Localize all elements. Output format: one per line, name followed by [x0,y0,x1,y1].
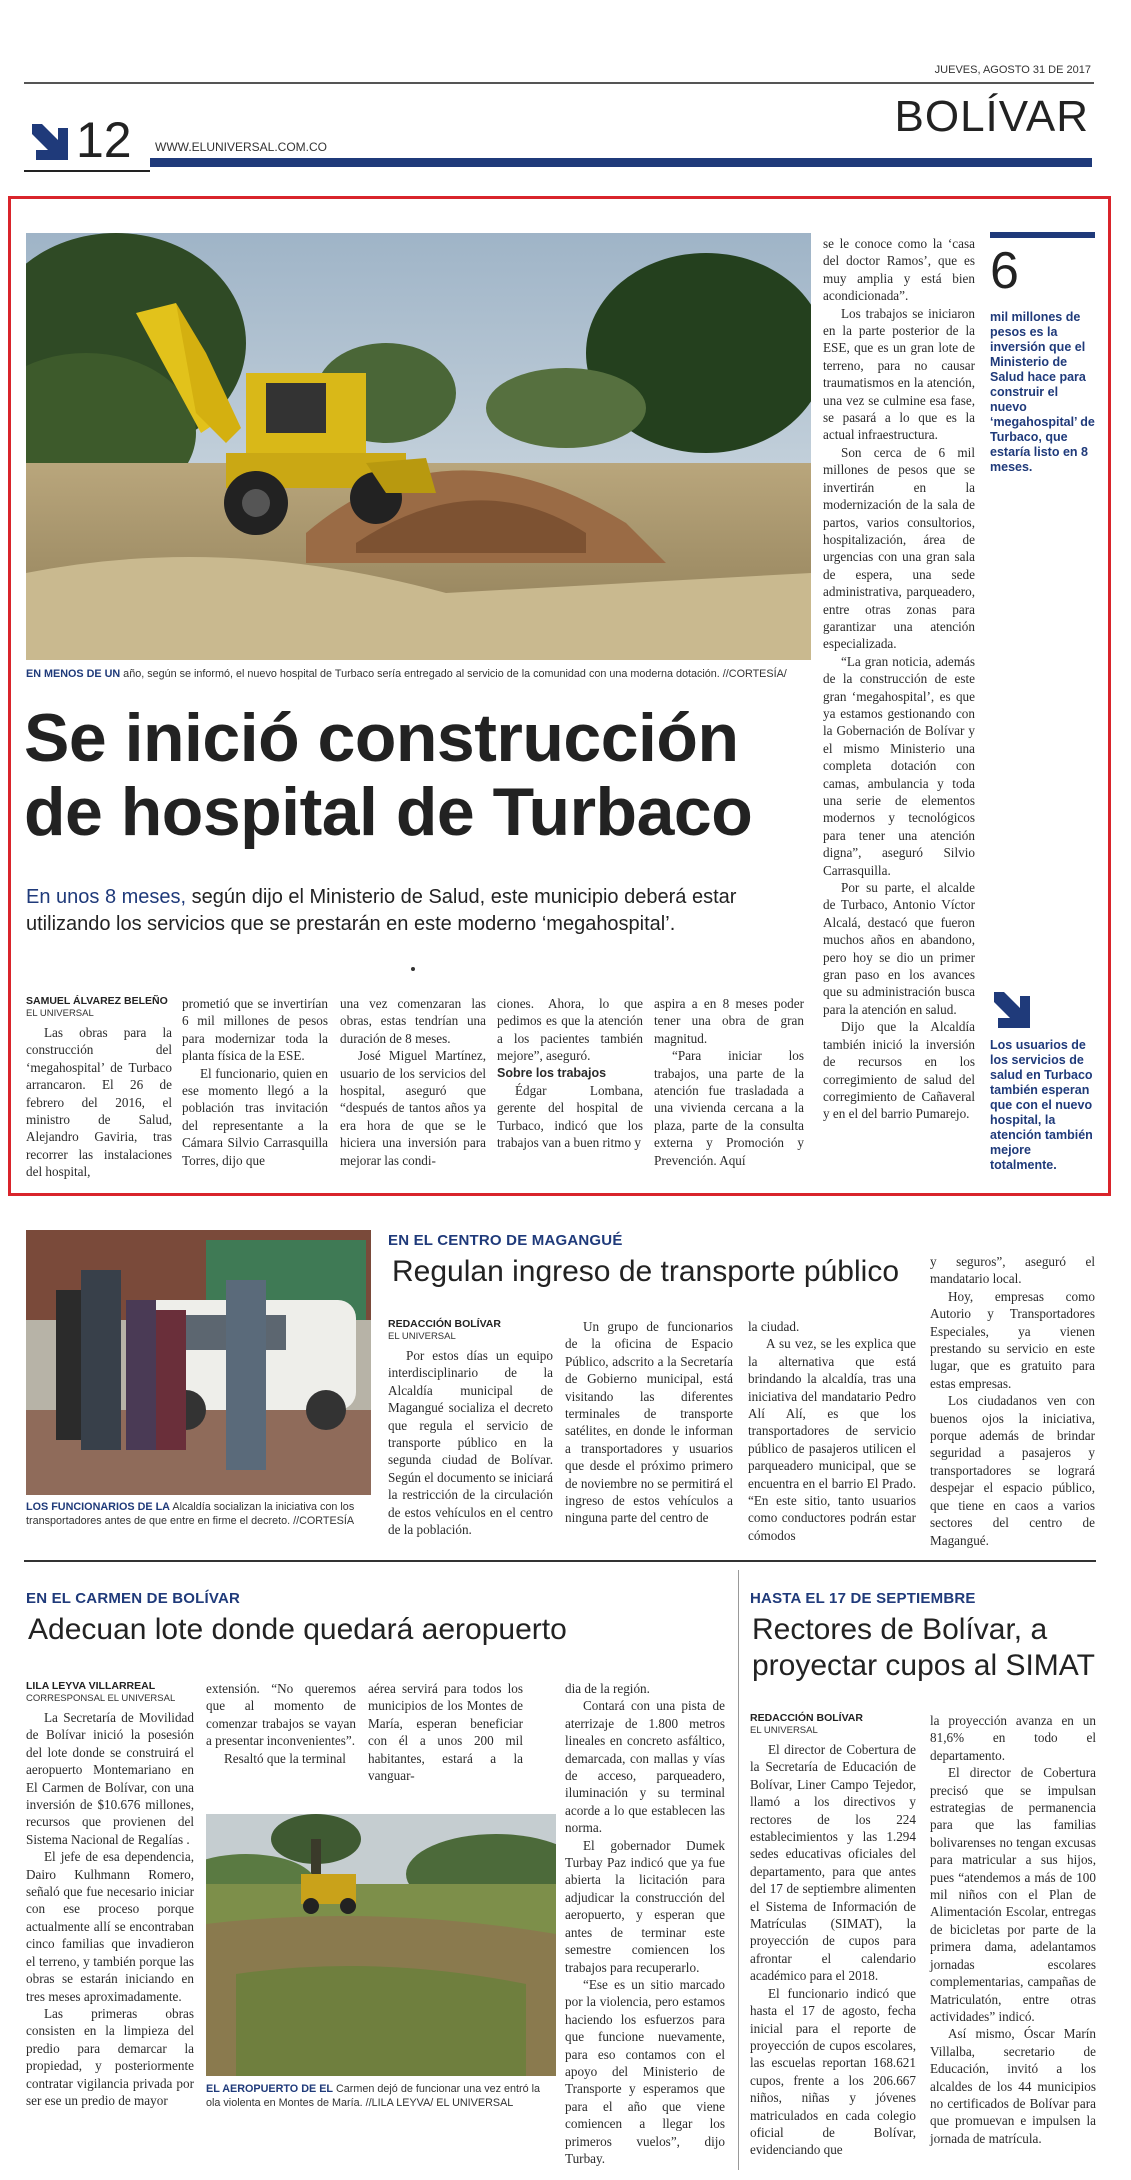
main-photo-caption-text: año, según se informó, el nuevo hospital de Turbaco sería entregado al servicio de la comunidad con una moderna dotación. //CORTESÍA/ [120,668,787,680]
main-col-6e: Por su parte, el alcalde de Turbaco, Antonio Víctor Alcalá, destacó que fueron muchos años en abandono, pero hoy se dio un primer gran paso en los avances que su administración busca para la atención en salud. [823,880,975,1017]
carmen-col-2 [206,1680,356,1767]
carmen-kicker: EN EL CARMEN DE BOLÍVAR [26,1590,241,1607]
carmen-col-2a: extensión. “No queremos que al momento de comenzar trabajos se vayan a presentar inconvenientes”. [206,1681,356,1749]
magangue-col-3 [748,1318,916,1544]
simat-byline: REDACCIÓN BOLÍVAR [750,1712,863,1724]
magangue-col-4b: Hoy, empresas como Autorio y Transportadores Especiales, ya vienen prestando su servicio en este lugar, que es gratuito para estas empresas. [930,1288,1095,1391]
lower-divider [24,1560,1096,1562]
magangue-headline: Regulan ingreso de transporte público [392,1255,899,1288]
page-date: JUEVES, AGOSTO 31 DE 2017 [934,64,1091,76]
main-col-3b: José Miguel Martínez, usuario de los servicios del hospital, aseguró que “después de tantos años ya era hora de que se le hiciera una inversión para mejorar las condi- [340,1048,486,1168]
simat-col-2c: Así mismo, Óscar Marín Villalba, secretario de Educación, invitó a los alcaldes de los 44 municipios no certificados de Bolívar para que promuevan e impulsen la jornada de matrícula. [930,2026,1096,2146]
sidebar-arrow-text: Los usuarios de los servicios de salud en Turbaco también esperan que con el nuevo hospital, la atención también mejore totalmente. [990,1038,1093,1172]
main-col-4 [497,995,643,1152]
magangue-col-3b: A su vez, se les explica que la alternativa que está brindando la alcaldía, tras una iniciativa del mandatario Pedro Alí Alí, es que los transportadores de servicio público de pasajeros utilicen el parqueadero municipal, que se encuentra en el barrio El Prado. “En este sitio, tanto usuarios como conductores podrán estar cómodos [748,1336,916,1543]
main-byline-org: EL UNIVERSAL [26,1008,94,1019]
simat-col-2 [930,1712,1096,2147]
carmen-col-4d: “Ese es un sitio marcado por la violencia, pero estamos haciendo los esfuerzos para que funcione nuevamente, para eso contamos con el apoyo del Ministerio de Transporte y esperamos que para el año que viene comiencen a llegar los primeros vuelos”, dijo Turbay. [565,1976,725,2166]
main-subhead: Sobre los trabajos [497,1065,607,1080]
arrow-icon [28,120,72,164]
simat-col-1 [750,1712,916,2159]
main-col-1 [26,995,172,1181]
carmen-col-1 [26,1680,194,2109]
main-col-2b: El funcionario, quien en ese momento llegó a la población tras invitación del representante a la Cámara Silvio Carrasquilla Torres, dijo que [182,1065,328,1168]
magangue-col-2-text: Un grupo de funcionarios de la oficina de Espacio Público, adscrito a la Secretaría de Gobierno municipal, está visitando las diferentes terminales de transporte satélites, en donde le informan a transportadores y usuarios que desde el próximo primero de noviembre no se permitirá el ingreso de estos vehículos a ninguna parte del centro de [565,1319,733,1526]
section-title: BOLÍVAR [894,92,1089,141]
stat-top-rule [990,232,1095,238]
main-col-2 [182,995,328,1169]
carmen-byline-org: CORRESPONSAL EL UNIVERSAL [26,1693,176,1704]
simat-headline-line1: Rectores de Bolívar, a [752,1613,1048,1646]
carmen-col-1a: La Secretaría de Movilidad de Bolívar inició la posesión del lote donde se construirá el aeropuerto Montemariano en El Carmen de Bolívar, con una inversión de $10.676 millones, recursos que provienen del Sistema Nacional de Regalías . [26,1710,194,1847]
main-photo-caption [26,667,816,681]
carmen-col-4b: Contará con una pista de aterrizaje de 1.800 metros lineales en concreto asfáltico, demarcada, con mallas y vías de acceso, parqueadero, iluminación y su terminal acorde a lo que establecen las norma. [565,1698,725,1836]
construction-photo [26,233,811,660]
magangue-byline-org: EL UNIVERSAL [388,1331,456,1342]
carmen-headline: Adecuan lote donde quedará aeropuerto [28,1613,567,1646]
lower-column-divider [738,1570,739,2170]
carmen-col-3-text: aérea servirá para todos los municipios de los Montes de María, esperan beneficiar con él a unos 200 mil habitantes, estará a la vanguar- [368,1681,523,1784]
magangue-byline: REDACCIÓN BOLÍVAR [388,1318,501,1330]
carmen-col-1b: El jefe de esa dependencia, Dairo Kulhmann Romero, señaló que fue necesario iniciar con ese proceso porque actualmente allí se encontraban cinco familias que invadieron el terreno, y también porque las obras se estarán iniciando en tres meses aproximadamente. [26,1849,194,2004]
page-number: 12 [76,112,132,168]
carmen-col-4c: El gobernador Dumek Turbay Paz indicó que ya fue abierta la licitación para adjudicar la construcción del aeropuerto, y esperan que antes de terminar este semestre comiencen los trabajos para recuperarlo. [565,1837,725,1975]
simat-byline-org: EL UNIVERSAL [750,1725,818,1736]
header-rule-blue [150,158,1092,167]
stat-number: 6 [990,242,1019,300]
airport-photo-caption-text: Carmen dejó de funcionar una vez entró la ola violenta en Montes de María. //LILA LEYVA/ EL UNIVERSAL [206,2083,541,2109]
magangue-col-1 [388,1318,553,1538]
carmen-col-2b: Resaltó que la terminal [224,1750,346,1766]
simat-col-1a: El director de Cobertura de la Secretaría de Educación de Bolívar, Liner Campo Tejedor, llamó a los directivos y rectores de los 224 establecimientos y las 1.294 sedes educativas oficiales del departamento, para que antes del 17 de septiembre alimenten el Sistema de Información de Matrículas (SIMAT), la proyección de cupos para afrontar el calendario académico para el 2018. [750,1742,916,1984]
magangue-col-1-text: Por estos días un equipo interdisciplinario de la Alcaldía municipal de Magangué socializa el decreto que regula el servicio de transporte público en la segunda ciudad de Bolívar. Según el documento se iniciará la restricción de la circulación de estos vehículos en el centro de la población. [388,1348,553,1538]
main-photo-caption-lead: EN MENOS DE UN [26,668,121,680]
magangue-col-4c: Los ciudadanos ven con buenos ojos la iniciativa, porque además de brindar seguridad a pasajeros y transportadores se logrará despejar el espacio público, que tiene en caos a varios sectores del centro de Magangué. [930,1393,1095,1548]
airport-photo-caption [206,2082,556,2110]
main-col-5b: “Para iniciar los trabajos, una parte de la atención fue trasladada a una vivienda cercana a la plaza, parte de la consulta externa y Promoción y Prevención. Aquí [654,1048,804,1168]
main-col-6c: Son cerca de 6 mil millones de pesos que se invertirán en la modernización de la sala de partos, varios consultorios, hospitalización, área de urgencias con una gran sala de espera, una sede administrativa, parqueadero, entre otras zonas para garantizar una atención especializada. [823,444,975,652]
main-headline-line1: Se inició construcción [24,700,739,776]
main-col-5 [654,995,804,1169]
main-col-5a: aspira a en 8 meses poder tener una obra de gran magnitud. [654,996,804,1046]
main-deck-dot [411,967,415,971]
magangue-photo-caption [26,1500,371,1528]
magangue-kicker: EN EL CENTRO DE MAGANGUÉ [388,1232,623,1249]
main-col-6a: se le conoce como la ‘casa del doctor Ramos’, que es muy amplia y está bien acondicionada”. [823,236,975,304]
magangue-col-2 [565,1318,733,1527]
carmen-byline: LILA LEYVA VILLARREAL [26,1680,156,1692]
magangue-col-4 [930,1253,1095,1549]
magangue-col-3a: la ciudad. [748,1319,800,1334]
magangue-photo-caption-lead: LOS FUNCIONARIOS DE LA [26,1501,170,1513]
magangue-photo [26,1230,371,1495]
main-col-6f: Dijo que la Alcaldía también inició la inversión de recursos en los corregimiento de salud del corregimiento de Cañaveral y en el del barrio Pumarejo. [823,1019,975,1122]
simat-col-1b: El funcionario indicó que hasta el 17 de agosto, fecha inicial para el reporte de proyección de cupos escolares, las escuelas reportan 168.621 cupos, frente a los 206.667 niños, niñas y jóvenes matriculados en cada colegio oficial de Bolívar, evidenciando que [750,1985,916,2158]
main-col-3 [340,995,486,1169]
main-col-2a: prometió que se invertirían 6 mil millones de pesos para modernizar toda la planta física de la ESE. [182,996,328,1064]
sidebar-arrow-icon [990,988,1034,1032]
carmen-col-4a: dia de la región. [565,1681,650,1696]
main-deck-text: según dijo el Ministerio de Salud, este municipio deberá estar utilizando los servicios que se prestarán en este moderno ‘megahospital’. [26,886,737,935]
main-col-4b: Édgar Lombana, gerente del hospital de Turbaco, indicó que los trabajos van a buen ritmo y [497,1083,643,1151]
carmen-col-1c: Las primeras obras consisten en la limpieza del predio para demarcar la propiedad, y posteriormente contratar vigilancia privada por ser ese un predio de mayor [26,2005,194,2108]
simat-headline-line2: proyectar cupos al SIMAT [752,1649,1095,1682]
main-col-6b: Los trabajos se iniciaron en la parte posterior de la ESE, que es un gran lote de terreno, para no causar traumatismos en la atención, una vez se culmine esa fase, se pasará a lo que es la actual infraestructura. [823,305,975,443]
website: WWW.ELUNIVERSAL.COM.CO [155,140,328,154]
main-col-6d: “La gran noticia, además de la construcción de este gran ‘megahospital’, es que ya estamos gestionando con la Gobernación de Bolívar y el mismo Ministerio una completa dotación con camas, ambulancia y toda una serie de elementos modernos y tecnológicos para tener una atención digna”, aseguró Silvio Carrasquilla. [823,653,975,878]
main-col-1-text: Las obras para la construcción del ‘megahospital’ de Turbaco arrancaron. El 26 de febrero del 2016, el ministro de Salud, Alejandro Gaviria, tras recorrer las instalaciones del hospital, [26,1025,172,1180]
simat-col-2a: la proyección avanza en un 81,6% en todo el departamento. [930,1713,1096,1763]
main-deck [26,884,806,938]
main-deck-lead: En unos 8 meses, [26,886,187,908]
carmen-col-4 [565,1680,725,2167]
simat-kicker: HASTA EL 17 DE SEPTIEMBRE [750,1590,976,1607]
main-col-3a: una vez comenzaran las obras, estas tendrían una duración de 8 meses. [340,996,486,1046]
magangue-photo-caption-text: Alcaldía socializan la iniciativa con los transportadores antes de que entre en firme el decreto. //CORTESÍA [26,1501,355,1527]
carmen-col-3 [368,1680,523,1784]
magangue-col-4a: y seguros”, aseguró el mandatario local. [930,1254,1095,1287]
stat-text: mil millones de pesos es la inversión que el Ministerio de Salud hace para construir el nuevo ‘megahospital’ de Turbaco, que estaría listo en 8 meses. [990,310,1095,474]
main-col-4a: ciones. Ahora, lo que pedimos es que la atención a los pacientes también mejore”, aseguró. [497,996,643,1064]
main-byline: SAMUEL ÁLVAREZ BELEÑO [26,995,168,1007]
airport-photo-caption-lead: EL AEROPUERTO DE EL [206,2083,333,2095]
header-rule-thin [24,82,1094,84]
airport-lot-photo [206,1814,556,2076]
simat-col-2b: El director de Cobertura precisó que se impulsan estrategias de permanencia para que las familias bolivarenses no tengan excusas para matricular a sus hijos, pues “atendemos a más de 100 mil niños con el Plan de Alimentación Escolar, entregas de bicicletas por parte de la primera dama, adelantamos jornadas escolares complementarias, campañas de Matriculatón, entre otras actividades” indicó. [930,1765,1096,2024]
main-col-6 [823,235,975,1123]
main-headline-line2: de hospital de Turbaco [24,774,753,850]
page-number-underline [24,170,150,172]
